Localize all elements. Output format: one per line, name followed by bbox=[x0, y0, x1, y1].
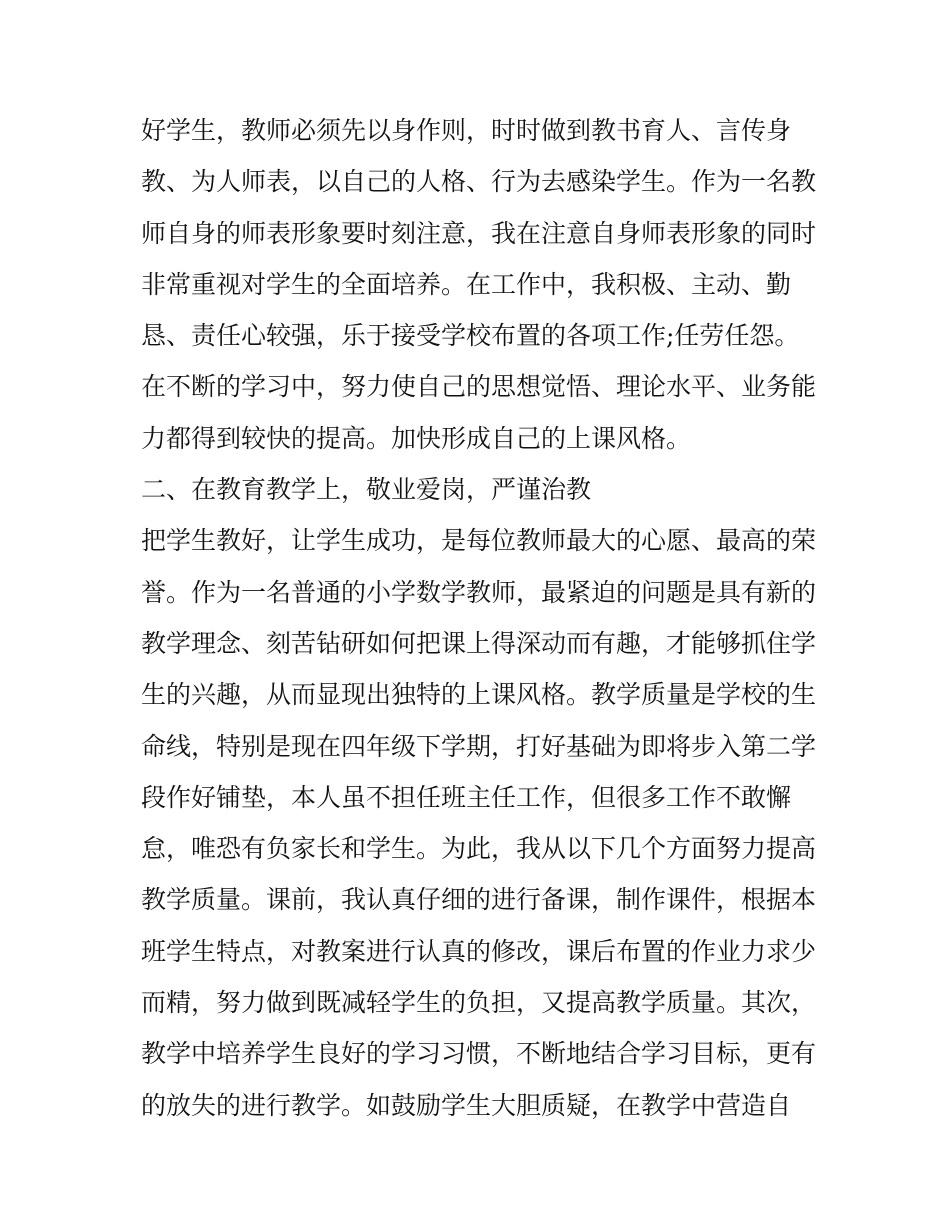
text-line: 师自身的师表形象要时刻注意，我在注意自身师表形象的同时 bbox=[141, 218, 817, 248]
text-line: 教学理念、刻苦钻研如何把课上得深动而有趣，才能够抓住学 bbox=[141, 628, 817, 658]
text-line: 的放失的进行教学。如鼓励学生大胆质疑，在教学中营造自 bbox=[141, 1090, 792, 1120]
text-line: 而精，努力做到既减轻学生的负担，又提高教学质量。其次， bbox=[141, 988, 817, 1018]
section-heading: 二、在教育教学上，敬业爱岗，严谨治教 bbox=[141, 475, 592, 505]
text-line: 在不断的学习中，努力使自己的思想觉悟、理论水平、业务能 bbox=[141, 372, 817, 402]
text-line: 把学生教好，让学生成功，是每位教师最大的心愿、最高的荣 bbox=[141, 526, 817, 556]
text-line: 命线，特别是现在四年级下学期，打好基础为即将步入第二学 bbox=[141, 731, 817, 761]
text-line: 恳、责任心较强，乐于接受学校布置的各项工作;任劳任怨。 bbox=[141, 321, 800, 351]
text-line: 怠，唯恐有负家长和学生。为此，我从以下几个方面努力提高 bbox=[141, 834, 817, 864]
text-line: 力都得到较快的提高。加快形成自己的上课风格。 bbox=[141, 423, 692, 453]
text-line: 生的兴趣，从而显现出独特的上课风格。教学质量是学校的生 bbox=[141, 680, 817, 710]
text-line: 教、为人师表，以自己的人格、行为去感染学生。作为一名教 bbox=[141, 167, 817, 197]
text-line: 誉。作为一名普通的小学数学教师，最紧迫的问题是具有新的 bbox=[141, 577, 817, 607]
body-text bbox=[141, 105, 821, 1131]
text-line: 教学质量。课前，我认真仔细的进行备课，制作课件，根据本 bbox=[141, 885, 817, 915]
text-line: 好学生，教师必须先以身作则，时时做到教书育人、言传身 bbox=[141, 116, 792, 145]
text-line: 段作好铺垫，本人虽不担任班主任工作，但很多工作不敢懈 bbox=[141, 782, 792, 812]
text-line: 教学中培养学生良好的学习习惯，不断地结合学习目标，更有 bbox=[141, 1039, 817, 1069]
text-line: 班学生特点，对教案进行认真的修改，课后布置的作业力求少 bbox=[141, 936, 817, 966]
text-line: 非常重视对学生的全面培养。在工作中，我积极、主动、勤 bbox=[141, 269, 792, 299]
